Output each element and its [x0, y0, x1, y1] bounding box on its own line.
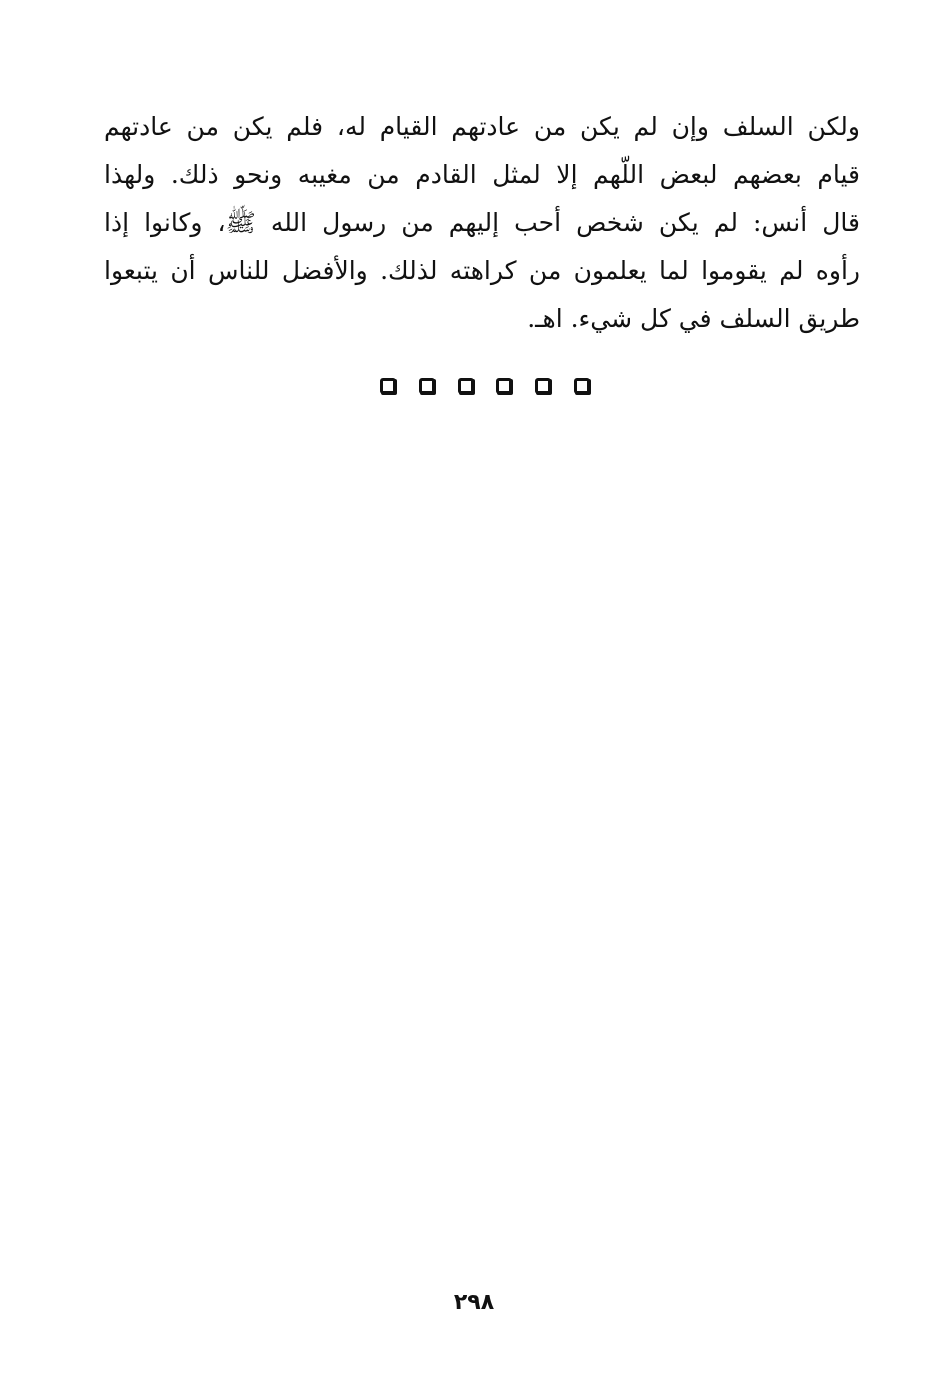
separator-square-icon	[419, 378, 435, 394]
section-separator	[380, 375, 590, 397]
paragraph-line-1: ولكن السلف وإن لم يكن من عادتهم القيام له، فلم يكن من عادتهم	[104, 112, 860, 141]
separator-square-icon	[574, 378, 590, 394]
paragraph-line-3: قال أنس: لم يكن شخص أحب إليهم من رسول الله ﷺ، وكانوا إذا	[104, 208, 860, 237]
paragraph-line-4: رأوه لم يقوموا لما يعلمون من كراهته لذلك. والأفضل للناس أن يتبعوا	[104, 256, 860, 285]
separator-square-icon	[458, 378, 474, 394]
page-number: ٢٩٨	[453, 1290, 495, 1315]
paragraph-line-2: قيام بعضهم لبعض اللّهم إلا لمثل القادم من مغيبه ونحو ذلك. ولهذا	[104, 160, 860, 189]
separator-square-icon	[496, 378, 512, 394]
separator-square-icon	[380, 378, 396, 394]
body-paragraph	[104, 103, 860, 343]
separator-square-icon	[535, 378, 551, 394]
paragraph-line-5: طريق السلف في كل شيء. اهـ.	[527, 304, 860, 333]
